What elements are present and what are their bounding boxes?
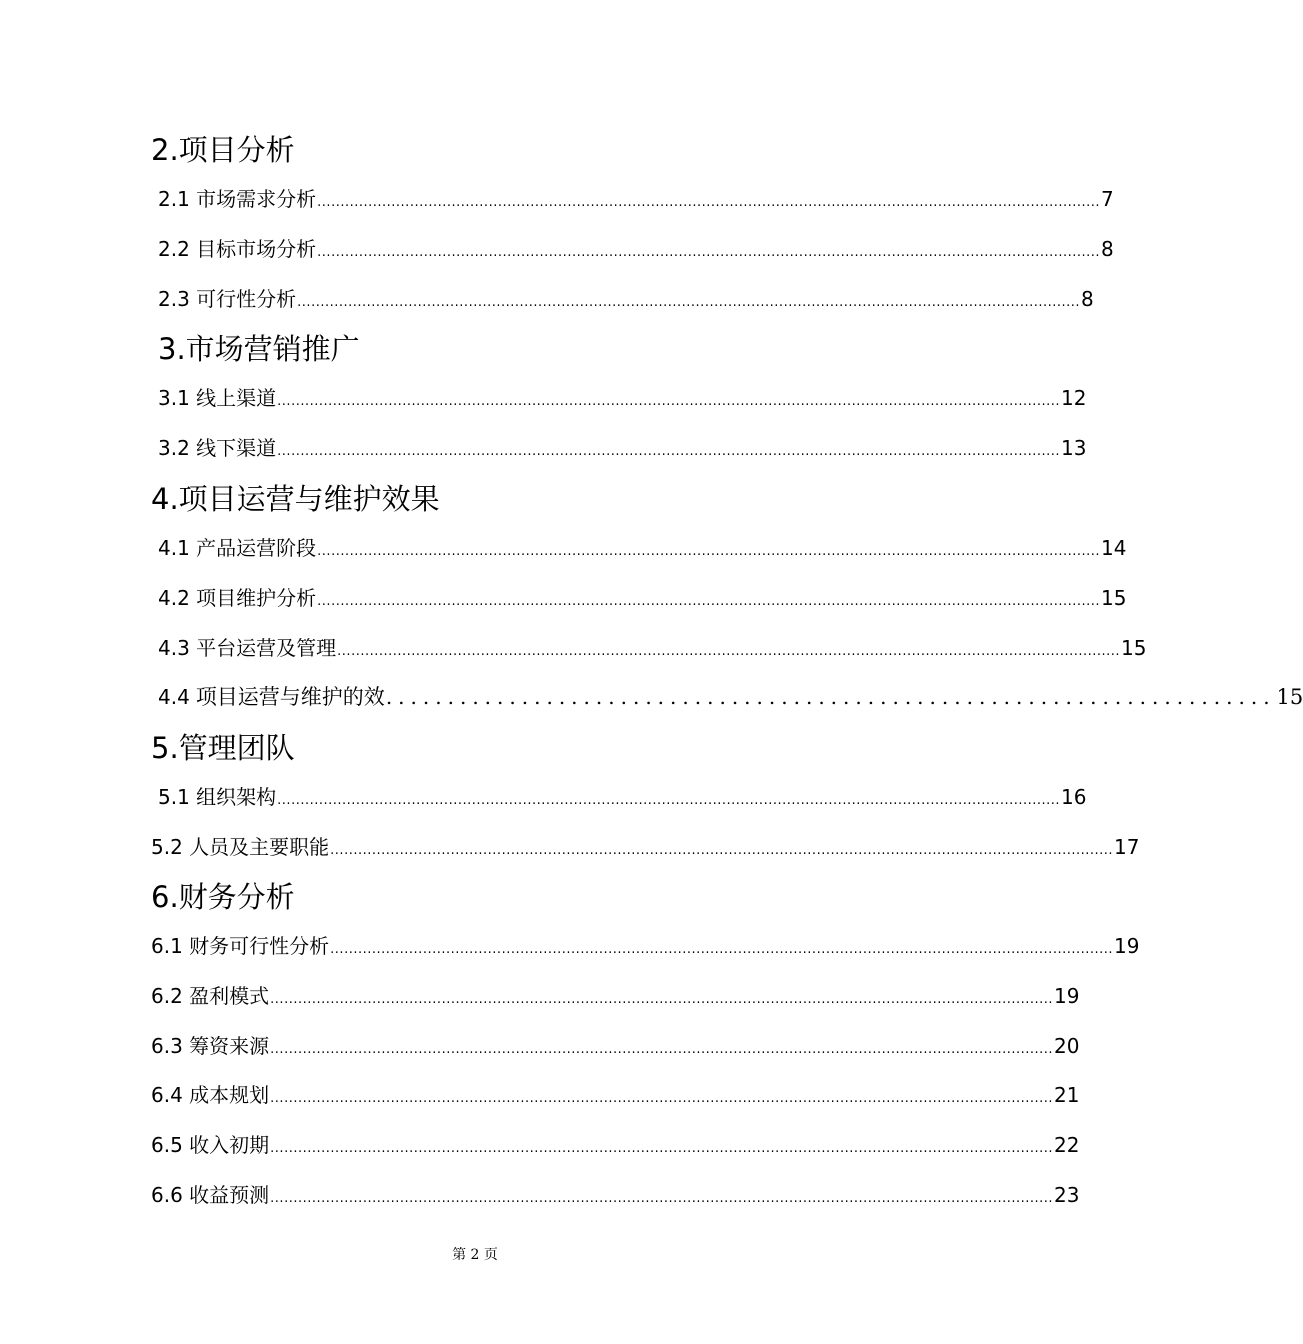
toc-entry-page: 7 bbox=[1101, 187, 1114, 211]
dot-leader: ......................................................................................................................................................................... bbox=[330, 942, 1114, 957]
toc-heading-4: 4.项目运营与维护效果 bbox=[151, 482, 440, 516]
toc-entry-page: 17 bbox=[1114, 835, 1140, 859]
toc-entry-number: 4.4 bbox=[158, 685, 190, 709]
dot-leader: ......................................................................................................................................................................... bbox=[297, 295, 1081, 310]
toc-entry-4-2 bbox=[158, 584, 1127, 616]
toc-entry-5-2 bbox=[151, 833, 1140, 865]
toc-entry-page: 15 bbox=[1121, 636, 1147, 660]
toc-entry-page: 21 bbox=[1054, 1083, 1080, 1107]
toc-entry-page: 15 bbox=[1101, 586, 1127, 610]
toc-entry-label: 5.2 人员及主要职能 bbox=[151, 835, 330, 859]
dot-leader: ......................................................................................................................................................................... bbox=[277, 394, 1061, 409]
toc-entry-2-2 bbox=[158, 235, 1114, 267]
dot-leader: ......................................................................................................................................................................... bbox=[270, 1191, 1054, 1206]
toc-entry-label: 2.3 可行性分析 bbox=[158, 287, 297, 311]
dot-leader: ......................................................................................................................................................................... bbox=[337, 644, 1121, 659]
toc-entry-4-4 bbox=[158, 683, 1303, 711]
toc-entry-label: 6.2 盈利模式 bbox=[151, 984, 270, 1008]
toc-entry-label: 6.6 收益预测 bbox=[151, 1183, 270, 1207]
dot-leader: ......................................................................................................................................................................... bbox=[270, 1091, 1054, 1106]
toc-entry-page: 8 bbox=[1081, 287, 1094, 311]
toc-entry-label: 2.1 市场需求分析 bbox=[158, 187, 317, 211]
toc-entry-page: 22 bbox=[1054, 1133, 1080, 1157]
dot-leader: ......................................................................................................................................................................... bbox=[277, 444, 1061, 459]
toc-entry-label: 3.1 线上渠道 bbox=[158, 386, 277, 410]
toc-entry-page: 13 bbox=[1061, 436, 1087, 460]
toc-entry-4-3 bbox=[158, 634, 1147, 666]
toc-entry-page: 15 bbox=[1276, 685, 1303, 709]
toc-entry-6-6 bbox=[151, 1181, 1080, 1213]
toc-entry-5-1 bbox=[158, 783, 1087, 815]
toc-entry-2-3 bbox=[158, 285, 1094, 317]
dot-leader: ......................................................................................................................................................................... bbox=[317, 245, 1101, 260]
toc-entry-label: 6.4 成本规划 bbox=[151, 1083, 270, 1107]
dot-leader: ......................................................................................................................................................................... bbox=[317, 594, 1101, 609]
toc-entry-page: 16 bbox=[1061, 785, 1087, 809]
toc-entry-6-3 bbox=[151, 1032, 1080, 1064]
toc-heading-3: 3.市场营销推广 bbox=[158, 332, 360, 366]
toc-entry-2-1 bbox=[158, 185, 1114, 217]
toc-entry-label: 5.1 组织架构 bbox=[158, 785, 277, 809]
dot-leader: ......................................................................................................................................................................... bbox=[270, 992, 1054, 1007]
dot-leader: ......................................................................................................................................................................... bbox=[270, 1141, 1054, 1156]
page-number-footer: 第 2 页 bbox=[452, 1247, 498, 1263]
toc-entry-page: 14 bbox=[1101, 536, 1127, 560]
toc-entry-4-1 bbox=[158, 534, 1127, 566]
toc-entry-page: 23 bbox=[1054, 1183, 1080, 1207]
toc-entry-6-5 bbox=[151, 1131, 1080, 1163]
dot-leader: ......................................................................................................................................................................... bbox=[317, 195, 1101, 210]
toc-entry-page: 20 bbox=[1054, 1034, 1080, 1058]
toc-entry-page: 8 bbox=[1101, 237, 1114, 261]
toc-entry-label: 3.2 线下渠道 bbox=[158, 436, 277, 460]
dot-leader: ......................................................................................................................................................................... bbox=[317, 544, 1101, 559]
toc-heading-6: 6.财务分析 bbox=[151, 880, 295, 914]
dot-leader: ......................................................................................................................................................................... bbox=[277, 793, 1061, 808]
toc-heading-2: 2.项目分析 bbox=[151, 133, 295, 167]
toc-entry-label: 2.2 目标市场分析 bbox=[158, 237, 317, 261]
toc-entry-6-1 bbox=[151, 932, 1140, 964]
toc-entry-label: 4.3 平台运营及管理 bbox=[158, 636, 337, 660]
toc-entry-label: 4.2 项目维护分析 bbox=[158, 586, 317, 610]
toc-entry-label: 项目运营与维护的效 bbox=[195, 685, 385, 709]
toc-entry-page: 19 bbox=[1054, 984, 1080, 1008]
toc-entry-page: 19 bbox=[1114, 934, 1140, 958]
toc-entry-page: 12 bbox=[1061, 386, 1087, 410]
toc-entry-3-2 bbox=[158, 434, 1087, 466]
toc-entry-label: 6.3 筹资来源 bbox=[151, 1034, 270, 1058]
toc-heading-5: 5.管理团队 bbox=[151, 731, 295, 765]
toc-entry-6-2 bbox=[151, 982, 1080, 1014]
dot-leader: ......................................................................................................................................................................... bbox=[270, 1042, 1054, 1057]
toc-entry-6-4 bbox=[151, 1081, 1080, 1113]
toc-entry-label: 6.5 收入初期 bbox=[151, 1133, 270, 1157]
dot-leader: ........................................................................ bbox=[385, 685, 1276, 709]
toc-entry-3-1 bbox=[158, 384, 1087, 416]
toc-entry-label: 4.1 产品运营阶段 bbox=[158, 536, 317, 560]
dot-leader: ......................................................................................................................................................................... bbox=[330, 843, 1114, 858]
toc-entry-label: 6.1 财务可行性分析 bbox=[151, 934, 330, 958]
